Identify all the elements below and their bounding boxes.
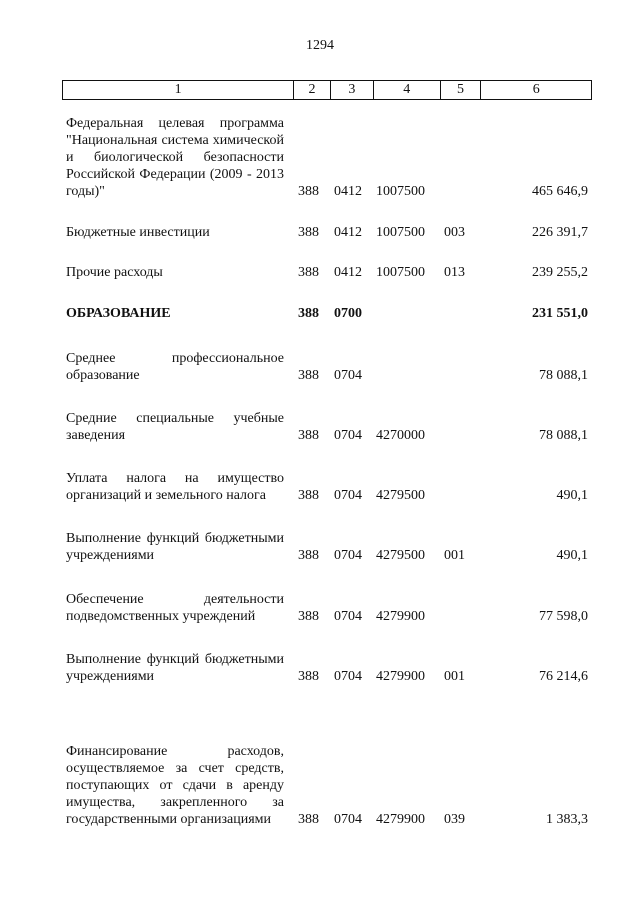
table-row [66, 591, 588, 625]
row-section-code: 0412 [334, 184, 362, 199]
row-section-code: 0704 [334, 812, 362, 827]
table-header-row [62, 80, 592, 100]
row-admin-code: 388 [298, 265, 319, 280]
row-target-code: 4279900 [376, 812, 425, 827]
row-target-code: 4279500 [376, 488, 425, 503]
page-number: 1294 [306, 38, 334, 53]
row-name: Выполнение функций бюджетными учреждениями [66, 652, 284, 684]
row-name: Среднее профессиональное образование [66, 351, 284, 383]
column-header-6: 6 [532, 82, 540, 97]
row-admin-code: 388 [298, 548, 319, 563]
row-target-code: 4279900 [376, 609, 425, 624]
row-admin-code: 388 [298, 306, 319, 321]
row-amount: 239 255,2 [532, 265, 588, 280]
table-row [66, 350, 588, 384]
row-name: ОБРАЗОВАНИЕ [66, 306, 171, 321]
row-expense-type: 001 [444, 548, 465, 563]
row-amount: 465 646,9 [532, 184, 588, 199]
row-section-code: 0412 [334, 225, 362, 240]
row-section-code: 0704 [334, 488, 362, 503]
row-section-code: 0704 [334, 428, 362, 443]
row-section-code: 0704 [334, 548, 362, 563]
column-header-4: 4 [374, 81, 441, 99]
row-name: Уплата налога на имущество организаций и земельного налога [66, 471, 284, 503]
row-section-code: 0704 [334, 368, 362, 383]
row-amount: 77 598,0 [539, 609, 588, 624]
column-header-2: 2 [294, 81, 331, 99]
row-amount: 226 391,7 [532, 225, 588, 240]
table-row [66, 305, 588, 322]
row-target-code: 4279500 [376, 548, 425, 563]
column-header-5: 5 [441, 81, 482, 99]
table-row [66, 651, 588, 685]
table-row [66, 264, 588, 281]
table-row [66, 118, 588, 200]
table-row [66, 224, 588, 241]
row-target-code: 1007500 [376, 225, 425, 240]
row-amount: 490,1 [556, 488, 588, 503]
row-expense-type: 001 [444, 669, 465, 684]
row-name: Обеспечение деятельности подведомственных учреждений [66, 592, 284, 624]
row-target-code: 4270000 [376, 428, 425, 443]
row-section-code: 0412 [334, 265, 362, 280]
row-amount: 231 551,0 [532, 306, 588, 321]
row-amount: 78 088,1 [539, 428, 588, 443]
row-admin-code: 388 [298, 368, 319, 383]
column-header-1: 1 [63, 81, 294, 99]
row-target-code: 1007500 [376, 184, 425, 199]
row-amount: 490,1 [556, 548, 588, 563]
row-name: Выполнение функций бюджетными учреждениями [66, 531, 284, 563]
row-expense-type: 003 [444, 225, 465, 240]
table-row [66, 410, 588, 444]
column-header-3: 3 [331, 81, 374, 99]
row-name: Прочие расходы [66, 265, 163, 280]
row-admin-code: 388 [298, 225, 319, 240]
row-admin-code: 388 [298, 812, 319, 827]
row-expense-type: 039 [444, 812, 465, 827]
row-section-code: 0704 [334, 609, 362, 624]
row-name: Федеральная целевая программа "Национальная система химической и биологической безопасности Российской Федерации (2009 - 2013 годы)" [66, 116, 284, 199]
row-admin-code: 388 [298, 669, 319, 684]
row-name: Финансирование расходов, осуществляемое за счет средств, поступающих от сдачи в аренду имущества, закрепленного за государственными организациями [66, 744, 284, 827]
row-section-code: 0704 [334, 669, 362, 684]
table-row [66, 530, 588, 564]
row-section-code: 0700 [334, 306, 362, 321]
row-expense-type: 013 [444, 265, 465, 280]
row-name: Бюджетные инвестиции [66, 225, 210, 240]
row-admin-code: 388 [298, 184, 319, 199]
row-amount: 76 214,6 [539, 669, 588, 684]
row-amount: 1 383,3 [546, 812, 588, 827]
row-target-code: 1007500 [376, 265, 425, 280]
row-admin-code: 388 [298, 609, 319, 624]
row-name: Средние специальные учебные заведения [66, 411, 284, 443]
row-admin-code: 388 [298, 428, 319, 443]
row-amount: 78 088,1 [539, 368, 588, 383]
table-row [66, 728, 588, 828]
row-admin-code: 388 [298, 488, 319, 503]
row-target-code: 4279900 [376, 669, 425, 684]
table-row [66, 470, 588, 504]
